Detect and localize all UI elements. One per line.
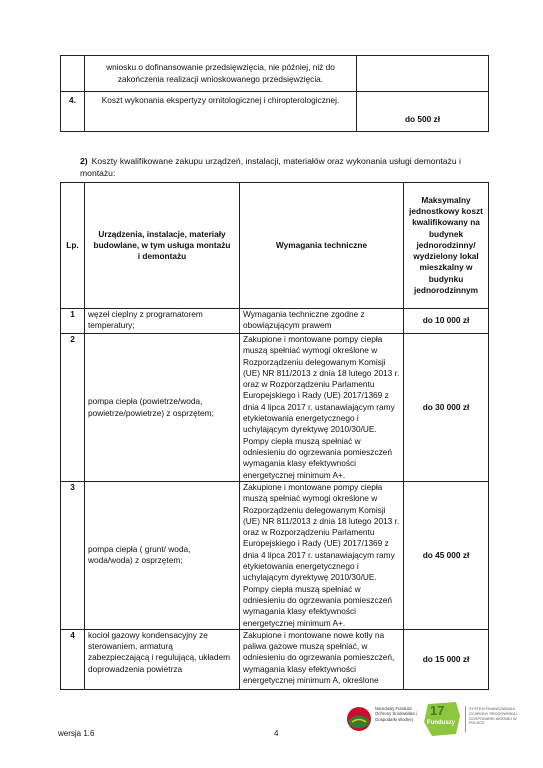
section-2-number: 2) — [80, 156, 88, 166]
table-row — [61, 309, 489, 334]
row-requirements: Zakupione i montowane pompy ciepła muszą spełniać wymogi określone w Rozporządzeniu delegowanym Komisji (UE) NR 811/2013 z dnia 18 lutego 2013 r. oraz w Rozporządzeniu Parlamentu Europejskiego i Rady (UE) 2017/1369 z dnia 4 lipca 2017 r. ustanawiającym ramy etykietowania energetycznego i uchylającym dyrektywę 2010/30/UE. Pompy ciepła muszą spełniać w odniesieniu do ogrzewania pomieszczeń wymagania klasy efektywności energetycznej minimum A+. — [240, 334, 404, 482]
top-table — [60, 55, 489, 132]
row-requirements: Wymagania techniczne zgodne z obowiązującym prawem — [240, 309, 404, 334]
17-logo-text: Funduszy — [427, 720, 455, 726]
header-lp: Lp. — [61, 183, 85, 309]
table-row — [61, 482, 489, 630]
table-row — [61, 334, 489, 482]
row-lp: 1 — [61, 309, 85, 334]
row-requirements: Zakupione i montowane nowe kotły na paliwa gazowe muszą spełniać, w odniesieniu do ogrzewania pomieszczeń, wymagania klasy efektywności energetycznej minimum A, określone — [240, 629, 404, 689]
table-header-row — [61, 183, 489, 309]
nfosigw-logo-icon — [345, 705, 373, 733]
row4-max-cost: do 500 zł — [357, 92, 489, 132]
page-number: 4 — [274, 729, 279, 738]
section-2-heading — [80, 156, 490, 179]
header-max-cost: Maksymalny jednostkowy koszt kwalifikowany na budynek jednorodzinny/ wydzielony lokal mieszkalny w budynku jednorodzinnym — [404, 183, 489, 309]
logo-divider — [465, 706, 466, 732]
top-row-continuation-text: wniosku o dofinansowanie przedsięwzięcia, nie później, niż do zakończenia realizacji wnioskowanego przedsięwzięcia. — [85, 56, 357, 92]
cell-empty — [357, 56, 489, 92]
row-device: węzeł cieplny z programatorem temperatury; — [85, 309, 240, 334]
main-table — [60, 182, 489, 690]
row-max-cost: do 10 000 zł — [404, 309, 489, 334]
nfosigw-logo-text: Narodowy Fundusz Ochrony Środowiska i Gospodarki Wodnej — [375, 706, 417, 722]
row-lp: 2 — [61, 334, 85, 482]
table-row — [61, 629, 489, 689]
row-max-cost: do 45 000 zł — [404, 482, 489, 630]
header-requirements: Wymagania techniczne — [240, 183, 404, 309]
row-device: pompa ciepła (powietrze/woda, powietrze/powietrze) z osprzętem; — [85, 334, 240, 482]
row-max-cost: do 30 000 zł — [404, 334, 489, 482]
row-device: pompa ciepła ( grunt/ woda, woda/woda) z osprzętem; — [85, 482, 240, 630]
header-device: Urządzenia, instalacje, materiały budowlane, w tym usługa montażu i demontażu — [85, 183, 240, 309]
row-max-cost: do 15 000 zł — [404, 629, 489, 689]
row-device: kocioł gazowy kondensacyjny ze sterowaniem, armaturą zabezpieczającą i regulującą, układem doprowadzenia powietrza — [85, 629, 240, 689]
section-2-text: Koszty kwalifikowane zakupu urządzeń, instalacji, materiałów oraz wykonania usługi demontażu i montażu: — [80, 156, 461, 178]
row-lp: 4 — [61, 629, 85, 689]
row-requirements: Zakupione i montowane pompy ciepła muszą spełniać wymogi określone w Rozporządzeniu delegowanym Komisji (UE) NR 811/2013 z dnia 18 lutego 2013 r. oraz w Rozporządzeniu Parlamentu Europejskiego i Rady (UE) 2017/1369 z dnia 4 lipca 2017 r. ustanawiającym ramy etykietowania energetycznego i uchylającym dyrektywę 2010/30/UE. Pompy ciepła muszą spełniać w odniesieniu do ogrzewania pomieszczeń wymagania klasy efektywności energetycznej minimum A+. — [240, 482, 404, 630]
system-finansowania-text: SYSTEM FINANSOWANIA OCHRONY ŚRODOWISKA I GOSPODARKI WODNEJ W POLSCE — [469, 707, 518, 726]
row4-lp: 4. — [61, 92, 85, 132]
17-logo-number: 17 — [430, 703, 445, 718]
row4-description: Koszt wykonania ekspertyzy ornitologicznej i chiropterologicznej. — [85, 92, 357, 132]
row-lp: 3 — [61, 482, 85, 630]
footer-version: wersja 1.6 — [58, 729, 95, 738]
cell-empty — [61, 56, 85, 92]
